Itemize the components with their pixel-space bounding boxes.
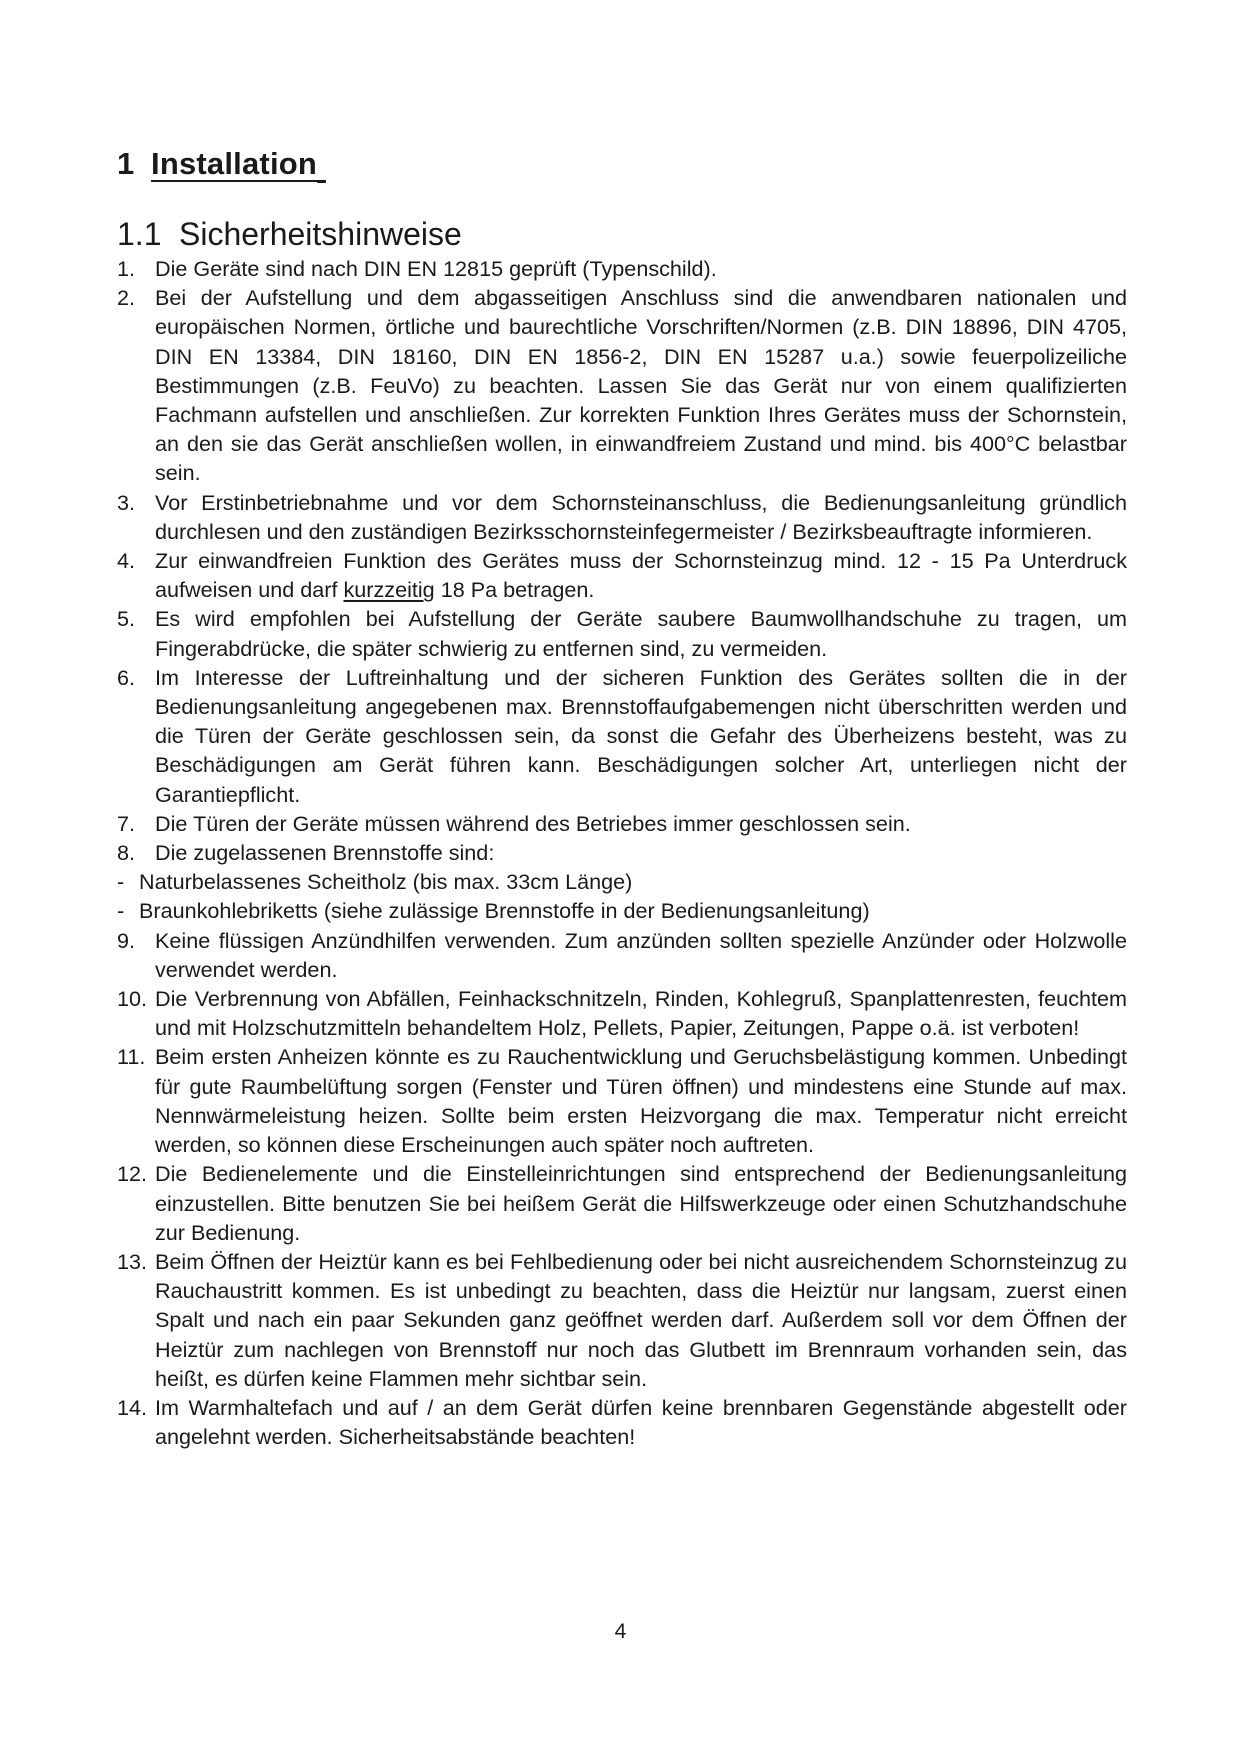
- dash-marker: -: [117, 869, 125, 895]
- list-item: [117, 254, 1127, 283]
- heading-number: 1: [117, 146, 135, 181]
- list-item-text: Beim Öffnen der Heiztür kann es bei Fehlbedienung oder bei nicht ausreichendem Schornsteinzug zu Rauchaustritt kommen. Es ist unbedingt zu beachten, dass die Heiztür nur langsam, zuerst einen Spalt und nach ein paar Sekunden ganz geöffnet werden darf. Außerdem soll vor dem Öffnen der Heiztür zum nachlegen von Brennstoff nur noch das Glutbett im Brennraum vorhanden sein, das heißt, es dürfen keine Flammen mehr sichtbar sein.: [155, 1248, 1127, 1391]
- list-item-text: Bei der Aufstellung und dem abgasseitigen Anschluss sind die anwendbaren nationalen und europäischen Normen, örtliche und baurechtliche Vorschriften/Normen (z.B. DIN 18896, DIN 4705, DIN EN 13384, DIN 18160, DIN EN 1856-2, DIN EN 15287 u.a.) sowie feuerpolizeiliche Bestimmungen (z.B. FeuVo) zu beachten. Lassen Sie das Gerät nur von einem qualifizierten Fachmann aufstellen und anschließen. Zur korrekten Funktion Ihres Gerätes muss der Schornstein, an den sie das Gerät anschließen wollen, in einwandfreiem Zustand und mind. bis 400°C belastbar sein.: [155, 285, 1127, 486]
- list-item: [117, 1159, 1127, 1247]
- list-item-text: Die zugelassenen Brennstoffe sind:: [155, 840, 495, 866]
- list-marker: 1.: [117, 256, 136, 281]
- heading-installation: [117, 146, 326, 182]
- list-item: [117, 1393, 1127, 1451]
- list-item-text: Vor Erstinbetriebnahme und vor dem Schornsteinanschluss, die Bedienungsanleitung gründlich durchlesen und den zuständigen Bezirksschornsteinfegermeister / Bezirksbeauftragte informieren.: [155, 489, 1127, 544]
- list-marker: 13.: [117, 1248, 148, 1274]
- list-item: [117, 1042, 1127, 1159]
- list-item: [117, 838, 1127, 867]
- list-item: [117, 809, 1127, 838]
- list-item-text: Die Bedienelemente und die Einstelleinrichtungen sind entsprechend der Bedienungsanleitung einzustellen. Bitte benutzen Sie bei heißem Gerät die Hilfswerkzeuge oder einen Schutzhandschuhe zur Bedienung.: [155, 1161, 1127, 1245]
- list-item-text: Im Interesse der Luftreinhaltung und der sicheren Funktion des Gerätes sollten die in der Bedienungsanleitung angegebenen max. Brennstoffaufgabemengen nicht überschritten werden und die Türen der Geräte geschlossen sein, da sonst die Gefahr des Überheizens besteht, was zu Beschädigungen am Gerät führen kann. Beschädigungen solcher Art, unterliegen nicht der Garantiepflicht.: [155, 664, 1127, 807]
- text-after: 18 Pa betragen.: [434, 577, 595, 603]
- list-item-text: [155, 548, 1127, 602]
- list-marker: 5.: [117, 606, 136, 632]
- underlined-term: kurzzeitig: [343, 577, 435, 603]
- page-number: 4: [614, 1620, 627, 1643]
- list-marker: 2.: [117, 285, 136, 311]
- list-item: [117, 663, 1127, 809]
- list-item: [117, 488, 1127, 546]
- list-item-text: Die Geräte sind nach DIN EN 12815 geprüft (Typenschild).: [155, 256, 717, 281]
- list-marker: 4.: [117, 548, 136, 574]
- list-marker: 14.: [117, 1394, 148, 1420]
- list-item-text: Braunkohlebriketts (siehe zulässige Brennstoffe in der Bedienungsanleitung): [139, 898, 870, 924]
- list-item: [117, 984, 1127, 1042]
- list-item-text: Beim ersten Anheizen könnte es zu Rauchentwicklung und Geruchsbelästigung kommen. Unbedingt für gute Raumbelüftung sorgen (Fenster und Türen öffnen) und mindestens eine Stunde auf max. Nennwärmeleistung heizen. Sollte beim ersten Heizvorgang die max. Temperatur nicht erreicht werden, so können diese Erscheinungen auch später noch auftreten.: [155, 1044, 1127, 1158]
- list-item: [117, 283, 1127, 487]
- fuel-list-item: [117, 896, 1127, 925]
- text-before: Zur einwandfreien Funktion des Gerätes muss der Schornsteinzug mind. 12 - 15 Pa Unterdruck aufweisen und darf: [155, 548, 1127, 603]
- subheading-number: 1.1: [117, 216, 162, 252]
- heading-title: Installation: [151, 146, 318, 181]
- subheading-sicherheitshinweise: [117, 216, 462, 253]
- list-marker: 7.: [117, 810, 136, 836]
- list-marker: 8.: [117, 840, 136, 866]
- list-marker: 3.: [117, 489, 136, 515]
- fuel-list-item: [117, 867, 1127, 896]
- list-item-text: Die Verbrennung von Abfällen, Feinhackschnitzeln, Rinden, Kohlegruß, Spanplattenresten, feuchtem und mit Holzschutzmitteln behandeltem Holz, Pellets, Papier, Zeitungen, Pappe o.ä. ist verboten!: [155, 986, 1127, 1041]
- list-item-text: Es wird empfohlen bei Aufstellung der Geräte saubere Baumwollhandschuhe zu tragen, um Fingerabdrücke, die später schwierig zu entfernen sind, zu vermeiden.: [155, 606, 1127, 661]
- list-item: [117, 926, 1127, 984]
- list-marker: 9.: [117, 927, 136, 953]
- list-item-text: Naturbelassenes Scheitholz (bis max. 33cm Länge): [139, 869, 633, 895]
- list-marker: 12.: [117, 1161, 148, 1187]
- subheading-title: Sicherheitshinweise: [179, 216, 462, 252]
- list-item-text: Keine flüssigen Anzündhilfen verwenden. Zum anzünden sollten spezielle Anzünder oder Holzwolle verwendet werden.: [155, 927, 1127, 982]
- safety-instructions-list: [117, 254, 1127, 1451]
- list-item-text: Die Türen der Geräte müssen während des Betriebes immer geschlossen sein.: [155, 810, 911, 836]
- list-marker: 6.: [117, 664, 136, 690]
- dash-marker: -: [117, 898, 125, 924]
- list-marker: 11.: [117, 1044, 146, 1070]
- list-item: [117, 1247, 1127, 1393]
- list-marker: 10.: [117, 986, 148, 1012]
- list-item: [117, 604, 1127, 662]
- list-item-text: Im Warmhaltefach und auf / an dem Gerät dürfen keine brennbaren Gegenstände abgestellt oder angelehnt werden. Sicherheitsabstände beachten!: [155, 1394, 1127, 1450]
- list-item: [117, 546, 1127, 604]
